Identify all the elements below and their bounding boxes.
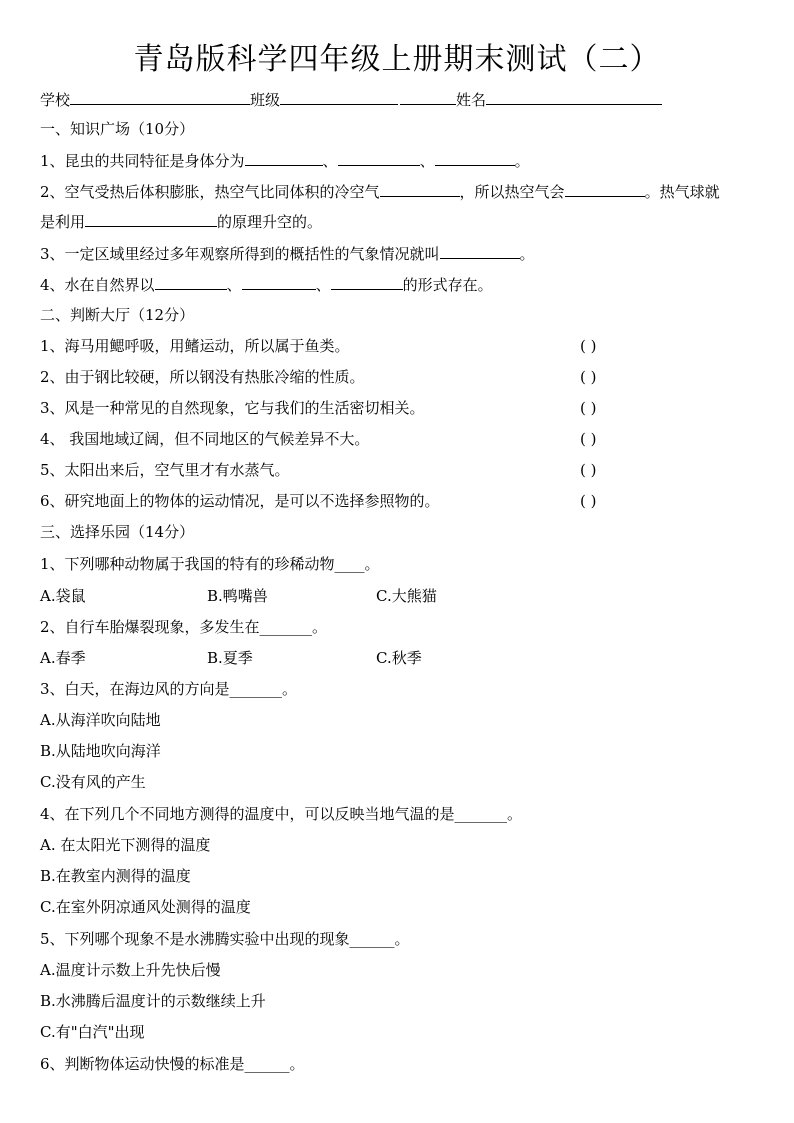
- answer-blank[interactable]: [155, 273, 227, 290]
- choice-question-2: 2、自行车胎爆裂现象，多发生在_______。: [40, 618, 328, 636]
- choice-question-5: 5、下列哪个现象不是水沸腾实验中出现的现象______。: [40, 930, 410, 948]
- name-label: 姓名: [456, 91, 487, 109]
- answer-blank[interactable]: [565, 180, 645, 197]
- fill-question-4: [40, 273, 493, 296]
- judge-answer-3[interactable]: ( ): [580, 399, 597, 417]
- choice-4-option-a[interactable]: A. 在太阳光下测得的温度: [40, 836, 211, 854]
- judge-answer-5[interactable]: ( ): [580, 461, 597, 479]
- choice-question-4: 4、在下列几个不同地方测得的温度中，可以反映当地气温的是_______。: [40, 805, 523, 823]
- choice-3-option-b[interactable]: B.从陆地吹向海洋: [40, 742, 161, 760]
- separator: 、: [315, 276, 331, 294]
- end-mark: 。: [519, 245, 535, 263]
- question-text: 。热气球就: [644, 183, 720, 201]
- question-text: 2、空气受热后体积膨胀，热空气比同体积的冷空气: [40, 183, 380, 201]
- question-text: 3、一定区域里经过多年观察所得到的概括性的气象情况就叫: [40, 245, 440, 263]
- section-heading-3: 三、选择乐园（14分）: [40, 523, 195, 541]
- class-blank-extra[interactable]: [400, 88, 456, 105]
- fill-question-2: [40, 180, 720, 203]
- choice-1-option-b[interactable]: B.鸭嘴兽: [207, 587, 268, 605]
- choice-question-3: 3、白天，在海边风的方向是_______。: [40, 680, 298, 698]
- school-label: 学校: [40, 91, 71, 109]
- judge-answer-2[interactable]: ( ): [580, 368, 597, 386]
- answer-blank[interactable]: [338, 149, 420, 166]
- judge-answer-6[interactable]: ( ): [580, 492, 597, 510]
- question-text: 的原理升空的。: [217, 213, 323, 231]
- separator: 、: [322, 152, 338, 170]
- answer-blank[interactable]: [245, 149, 323, 166]
- question-text: ，所以热空气会: [459, 183, 565, 201]
- answer-blank[interactable]: [440, 242, 520, 259]
- judge-item-4: 4、 我国地域辽阔，但不同地区的气候差异不大。: [40, 430, 370, 448]
- choice-3-option-a[interactable]: A.从海洋吹向陆地: [40, 711, 161, 729]
- answer-blank[interactable]: [435, 149, 515, 166]
- judge-item-5: 5、太阳出来后，空气里才有水蒸气。: [40, 461, 290, 479]
- student-info-line: [40, 88, 662, 111]
- class-label: 班级: [250, 91, 281, 109]
- answer-blank[interactable]: [85, 210, 217, 227]
- choice-question-1: 1、下列哪种动物属于我国的特有的珍稀动物____。: [40, 555, 380, 573]
- choice-2-option-c[interactable]: C.秋季: [376, 649, 422, 667]
- choice-question-6: 6、判断物体运动快慢的标准是______。: [40, 1055, 305, 1073]
- fill-question-2-cont: [40, 210, 322, 233]
- choice-5-option-c[interactable]: C.有"白汽"出现: [40, 1023, 145, 1041]
- separator: 、: [226, 276, 242, 294]
- judge-answer-4[interactable]: ( ): [580, 430, 597, 448]
- choice-5-option-a[interactable]: A.温度计示数上升先快后慢: [40, 961, 221, 979]
- question-text: 1、昆虫的共同特征是身体分为: [40, 152, 245, 170]
- choice-5-option-b[interactable]: B.水沸腾后温度计的示数继续上升: [40, 992, 266, 1010]
- answer-blank[interactable]: [380, 180, 460, 197]
- name-blank[interactable]: [486, 88, 662, 105]
- judge-item-6: 6、研究地面上的物体的运动情况，是可以不选择参照物的。: [40, 492, 440, 510]
- choice-4-option-c[interactable]: C.在室外阴凉通风处测得的温度: [40, 898, 251, 916]
- question-text: 4、水在自然界以: [40, 276, 155, 294]
- end-mark: 。: [514, 152, 530, 170]
- choice-2-option-a[interactable]: A.春季: [40, 649, 86, 667]
- question-text: 是利用: [40, 213, 86, 231]
- judge-item-3: 3、风是一种常见的自然现象，它与我们的生活密切相关。: [40, 399, 425, 417]
- section-heading-1: 一、知识广场（10分）: [40, 120, 195, 138]
- page-title: 青岛版科学四年级上册期末测试（二）: [133, 42, 661, 77]
- answer-blank[interactable]: [331, 273, 403, 290]
- answer-blank[interactable]: [242, 273, 316, 290]
- choice-1-option-a[interactable]: A.袋鼠: [40, 587, 86, 605]
- fill-question-1: [40, 149, 530, 172]
- end-mark: 的形式存在。: [402, 276, 493, 294]
- judge-item-2: 2、由于钢比较硬，所以钢没有热胀冷缩的性质。: [40, 368, 365, 386]
- choice-2-option-b[interactable]: B.夏季: [207, 649, 253, 667]
- fill-question-3: [40, 242, 535, 265]
- separator: 、: [419, 152, 435, 170]
- choice-4-option-b[interactable]: B.在教室内测得的温度: [40, 867, 191, 885]
- class-blank[interactable]: [280, 88, 398, 105]
- school-blank[interactable]: [70, 88, 250, 105]
- section-heading-2: 二、判断大厅（12分）: [40, 306, 195, 324]
- judge-answer-1[interactable]: ( ): [580, 337, 597, 355]
- choice-1-option-c[interactable]: C.大熊猫: [376, 587, 437, 605]
- judge-item-1: 1、海马用鳃呼吸，用鳍运动，所以属于鱼类。: [40, 337, 350, 355]
- choice-3-option-c[interactable]: C.没有风的产生: [40, 773, 146, 791]
